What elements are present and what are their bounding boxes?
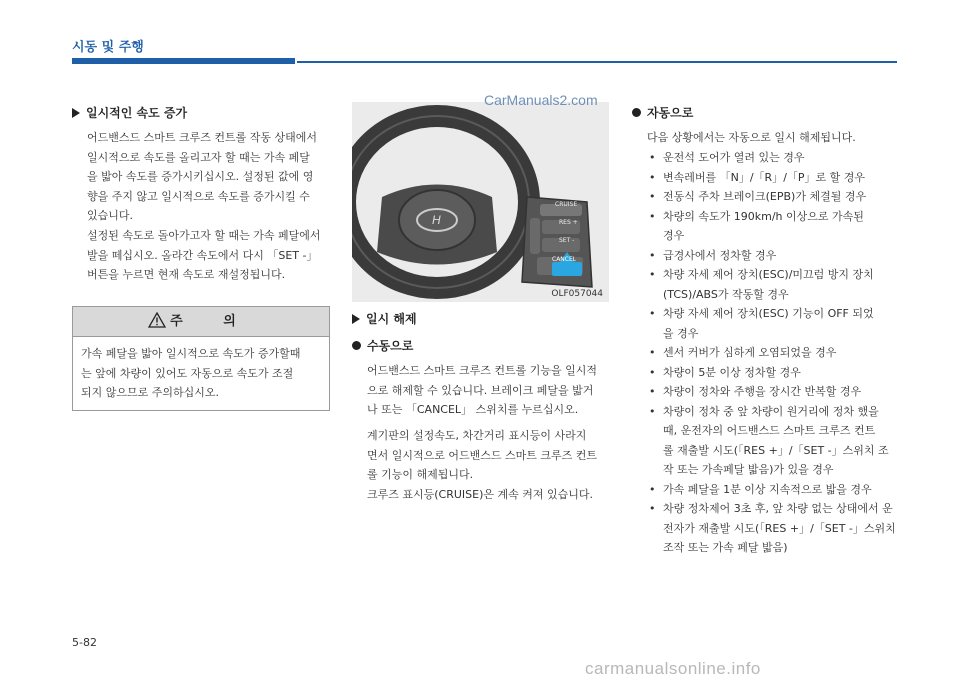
text-line: 때, 운전자의 어드밴스드 스마트 크루즈 컨트 [663, 424, 876, 437]
text-line: • 급경사에서 정차할 경우 [663, 248, 777, 262]
wheel-label-res: RES + [559, 219, 578, 226]
figure-code: OLF057044 [551, 289, 603, 299]
text-line: 롤 재출발 시도(「RES +」/「SET -」스위치 조 [663, 443, 889, 457]
text-line: 버튼을 누르면 현재 속도로 재설정됩니다. [87, 268, 286, 281]
auto-cancel-item [647, 402, 909, 480]
caution-header [73, 307, 329, 337]
section-title-temporary-acceleration: 일시적인 속도 증가 [72, 104, 187, 121]
auto-cancel-item [647, 304, 909, 343]
text-line: • 전동식 주차 브레이크(EPB)가 체결될 경우 [663, 190, 867, 203]
text-line: 롤 기능이 해제됩니다. [367, 468, 474, 481]
auto-cancel-item [647, 363, 909, 383]
text-line: 다음 상황에서는 자동으로 일시 해제됩니다. [647, 131, 856, 144]
auto-cancel-list [647, 148, 909, 558]
auto-cancel-item [647, 343, 909, 363]
header-rule-thin [297, 61, 897, 63]
auto-cancel-item [647, 265, 909, 304]
text-line: 가속 페달을 밟아 일시적으로 속도가 증가할때 [81, 347, 301, 360]
circle-bullet-icon [632, 108, 641, 117]
triangle-bullet-icon [72, 108, 80, 118]
text-line: 계기판의 설정속도, 차간거리 표시등이 사라지 [367, 429, 587, 442]
text-line: • 차량이 정차와 주행을 장시간 반복할 경우 [663, 385, 862, 398]
auto-cancel-item [647, 382, 909, 402]
text-line: • 차량의 속도가 190km/h 이상으로 가속된 [663, 209, 864, 223]
text-line: 으로 해제할 수 있습니다. 브레이크 페달을 밟거 [367, 383, 594, 397]
text-line: 어드밴스드 스마트 크루즈 컨트롤 기능을 일시적 [367, 364, 598, 377]
caution-box [72, 306, 330, 411]
site-watermark: CarManuals2.com [484, 92, 598, 108]
warning-triangle-icon [148, 310, 166, 339]
circle-bullet-icon [352, 341, 361, 350]
text-line: 있습니다. [87, 209, 134, 222]
text-line: 어드밴스드 스마트 크루즈 컨트롤 작동 상태에서 [87, 131, 318, 144]
text-line: 을 경우 [663, 326, 699, 340]
text-line: 향을 주지 않고 일시적으로 속도를 증가시킬 수 [87, 189, 310, 203]
auto-cancel-item [647, 168, 909, 188]
text-line: • 센서 커버가 심하게 오염되었을 경우 [663, 346, 837, 359]
text-line: • 차량이 5분 이상 정차할 경우 [663, 365, 801, 379]
text-line: 설정된 속도로 돌아가고자 할 때는 가속 페달에서 [87, 229, 321, 242]
auto-cancel-item [647, 187, 909, 207]
text-line: • 운전석 도어가 열려 있는 경우 [663, 151, 805, 164]
auto-cancel-item [647, 148, 909, 168]
subtitle-manual: 수동으로 [352, 337, 413, 354]
subtitle-automatic: 자동으로 [632, 104, 693, 121]
text-line: 크루즈 표시등(CRUISE)은 계속 켜져 있습니다. [367, 487, 594, 501]
text-line: 나 또는 「CANCEL」 스위치를 누르십시오. [367, 403, 579, 416]
text-line: (TCS)/ABS가 작동할 경우 [663, 287, 789, 301]
wheel-label-cruise: CRUISE [555, 201, 578, 208]
wheel-label-set: SET - [559, 237, 575, 244]
svg-text:H: H [432, 213, 441, 227]
text-line: 는 앞에 차량이 있어도 자동으로 속도가 조절 [81, 366, 294, 380]
text-line: • 차량 자세 제어 장치(ESC) 기능이 OFF 되었 [663, 307, 874, 320]
triangle-bullet-icon [352, 314, 360, 324]
page-number: 5-82 [72, 636, 97, 649]
text-line: • 변속레버를 「N」/「R」/「P」로 할 경우 [663, 170, 866, 184]
caution-title: 주 의 [170, 314, 254, 329]
text-line: 을 밟아 속도를 증가시키십시오. 설정된 값에 영 [87, 170, 314, 183]
manual-paragraph-1 [367, 361, 617, 420]
text-line: 경우 [663, 229, 685, 242]
text-line: 작 또는 가속페달 밟음)가 있을 경우 [663, 463, 834, 476]
text-line: 면서 일시적으로 어드밴스드 스마트 크루즈 컨트 [367, 448, 598, 462]
automatic-intro [647, 128, 907, 148]
wheel-label-cancel: CANCEL [552, 256, 577, 263]
text-line: 되지 않으므로 주의하십시오. [81, 386, 220, 399]
manual-paragraph-2 [367, 426, 617, 504]
auto-cancel-item [647, 207, 909, 246]
text-line: • 차량이 정차 중 앞 차량이 원거리에 정차 했을 [663, 404, 879, 418]
section-header-title: 시동 및 주행 [72, 40, 144, 55]
text-line: 발을 떼십시오. 올라간 속도에서 다시 「SET -」 [87, 248, 318, 262]
steering-wheel-figure [352, 102, 609, 302]
caution-text [73, 337, 329, 403]
text-line: • 차량 정차제어 3초 후, 앞 차량 없는 상태에서 운 [663, 502, 893, 515]
acceleration-paragraph-2 [87, 226, 337, 285]
auto-cancel-item [647, 246, 909, 266]
text-line: • 가속 페달을 1분 이상 지속적으로 밟을 경우 [663, 482, 872, 496]
text-line: 조작 또는 가속 페달 밟음) [663, 541, 788, 554]
auto-cancel-item [647, 499, 909, 558]
section-title-temporary-cancel: 일시 해제 [352, 310, 417, 327]
auto-cancel-item [647, 480, 909, 500]
header-rule-thick [72, 58, 295, 64]
text-line: • 차량 자세 제어 장치(ESC)/미끄럼 방지 장치 [663, 268, 874, 281]
footer-watermark: carmanualsonline.info [585, 659, 761, 678]
text-line: 일시적으로 속도를 올리고자 할 때는 가속 페달 [87, 150, 310, 164]
text-line: 전자가 재출발 시도(「RES +」/「SET -」스위치 [663, 521, 896, 535]
acceleration-paragraph-1 [87, 128, 337, 226]
